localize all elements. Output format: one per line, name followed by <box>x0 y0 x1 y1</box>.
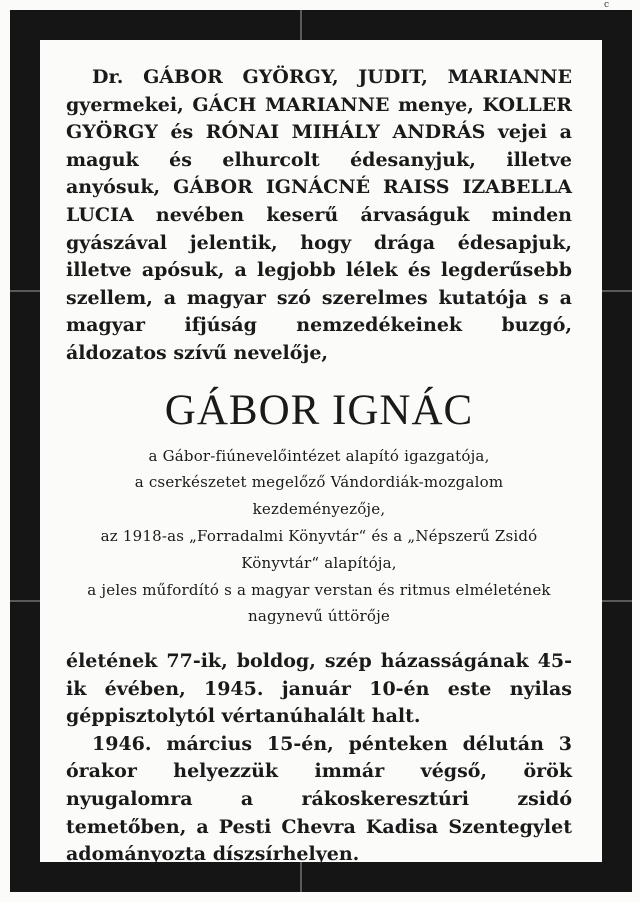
death-paragraph: életének 77-ik, boldog, szép házasságának 45-ik évében, 1945. január 10-én este nyilas géppisztolytól vértanúhalált halt. <box>66 650 572 728</box>
description-line: a cserkészetet megelőző Vándordiák-mozgalom kezdeményezője, <box>134 473 504 519</box>
obituary-notice <box>66 64 572 869</box>
border-seam <box>602 600 632 602</box>
description-line: az 1918-as „Forradalmi Könyvtár“ és a „Népszerű Zsidó Könyvtár“ alapítója, <box>100 526 538 572</box>
deceased-name: GÁBOR IGNÁC <box>164 386 474 434</box>
burial-paragraph: 1946. március 15-én, pénteken délután 3 órakor helyezzük immár végső, örök nyugalomra a rákoskeresztúri zsidó temetőben, a Pesti Chevra Kadisa Szentegylet adományozta díszsírhelyen. <box>66 732 572 866</box>
intro-paragraph: Dr. GÁBOR GYÖRGY, JUDIT, MARIANNE gyermekei, GÁCH MARIANNE menye, KOLLER GYÖRGY és RÓNAI MIHÁLY ANDRÁS vejei a maguk és elhurcolt édesanyjuk, illetve anyósuk, GÁBOR IGNÁCNÉ RAISS IZABELLA LUCIA nevében keserű árvaságuk minden gyászával jelentik, hogy drága édesapjuk, illetve apósuk, a legjobb lélek és legderűsebb szellem, a magyar szó szerelmes kutatója s a magyar ifjúság nemzedékeinek buzgó, áldozatos szívű nevelője, <box>66 66 572 364</box>
border-seam <box>300 10 302 40</box>
border-seam <box>10 600 40 602</box>
border-seam <box>10 290 40 292</box>
description-line: a Gábor-fiúnevelőintézet alapító igazgatója, <box>148 446 490 465</box>
border-left <box>10 10 40 892</box>
border-right <box>602 10 632 892</box>
border-top <box>10 10 632 40</box>
border-seam <box>602 290 632 292</box>
description-line: a jeles műfordító s a magyar verstan és ritmus elméletének nagynevű úttörője <box>87 580 551 626</box>
description-block <box>66 443 572 631</box>
corner-mark: c <box>604 0 610 10</box>
